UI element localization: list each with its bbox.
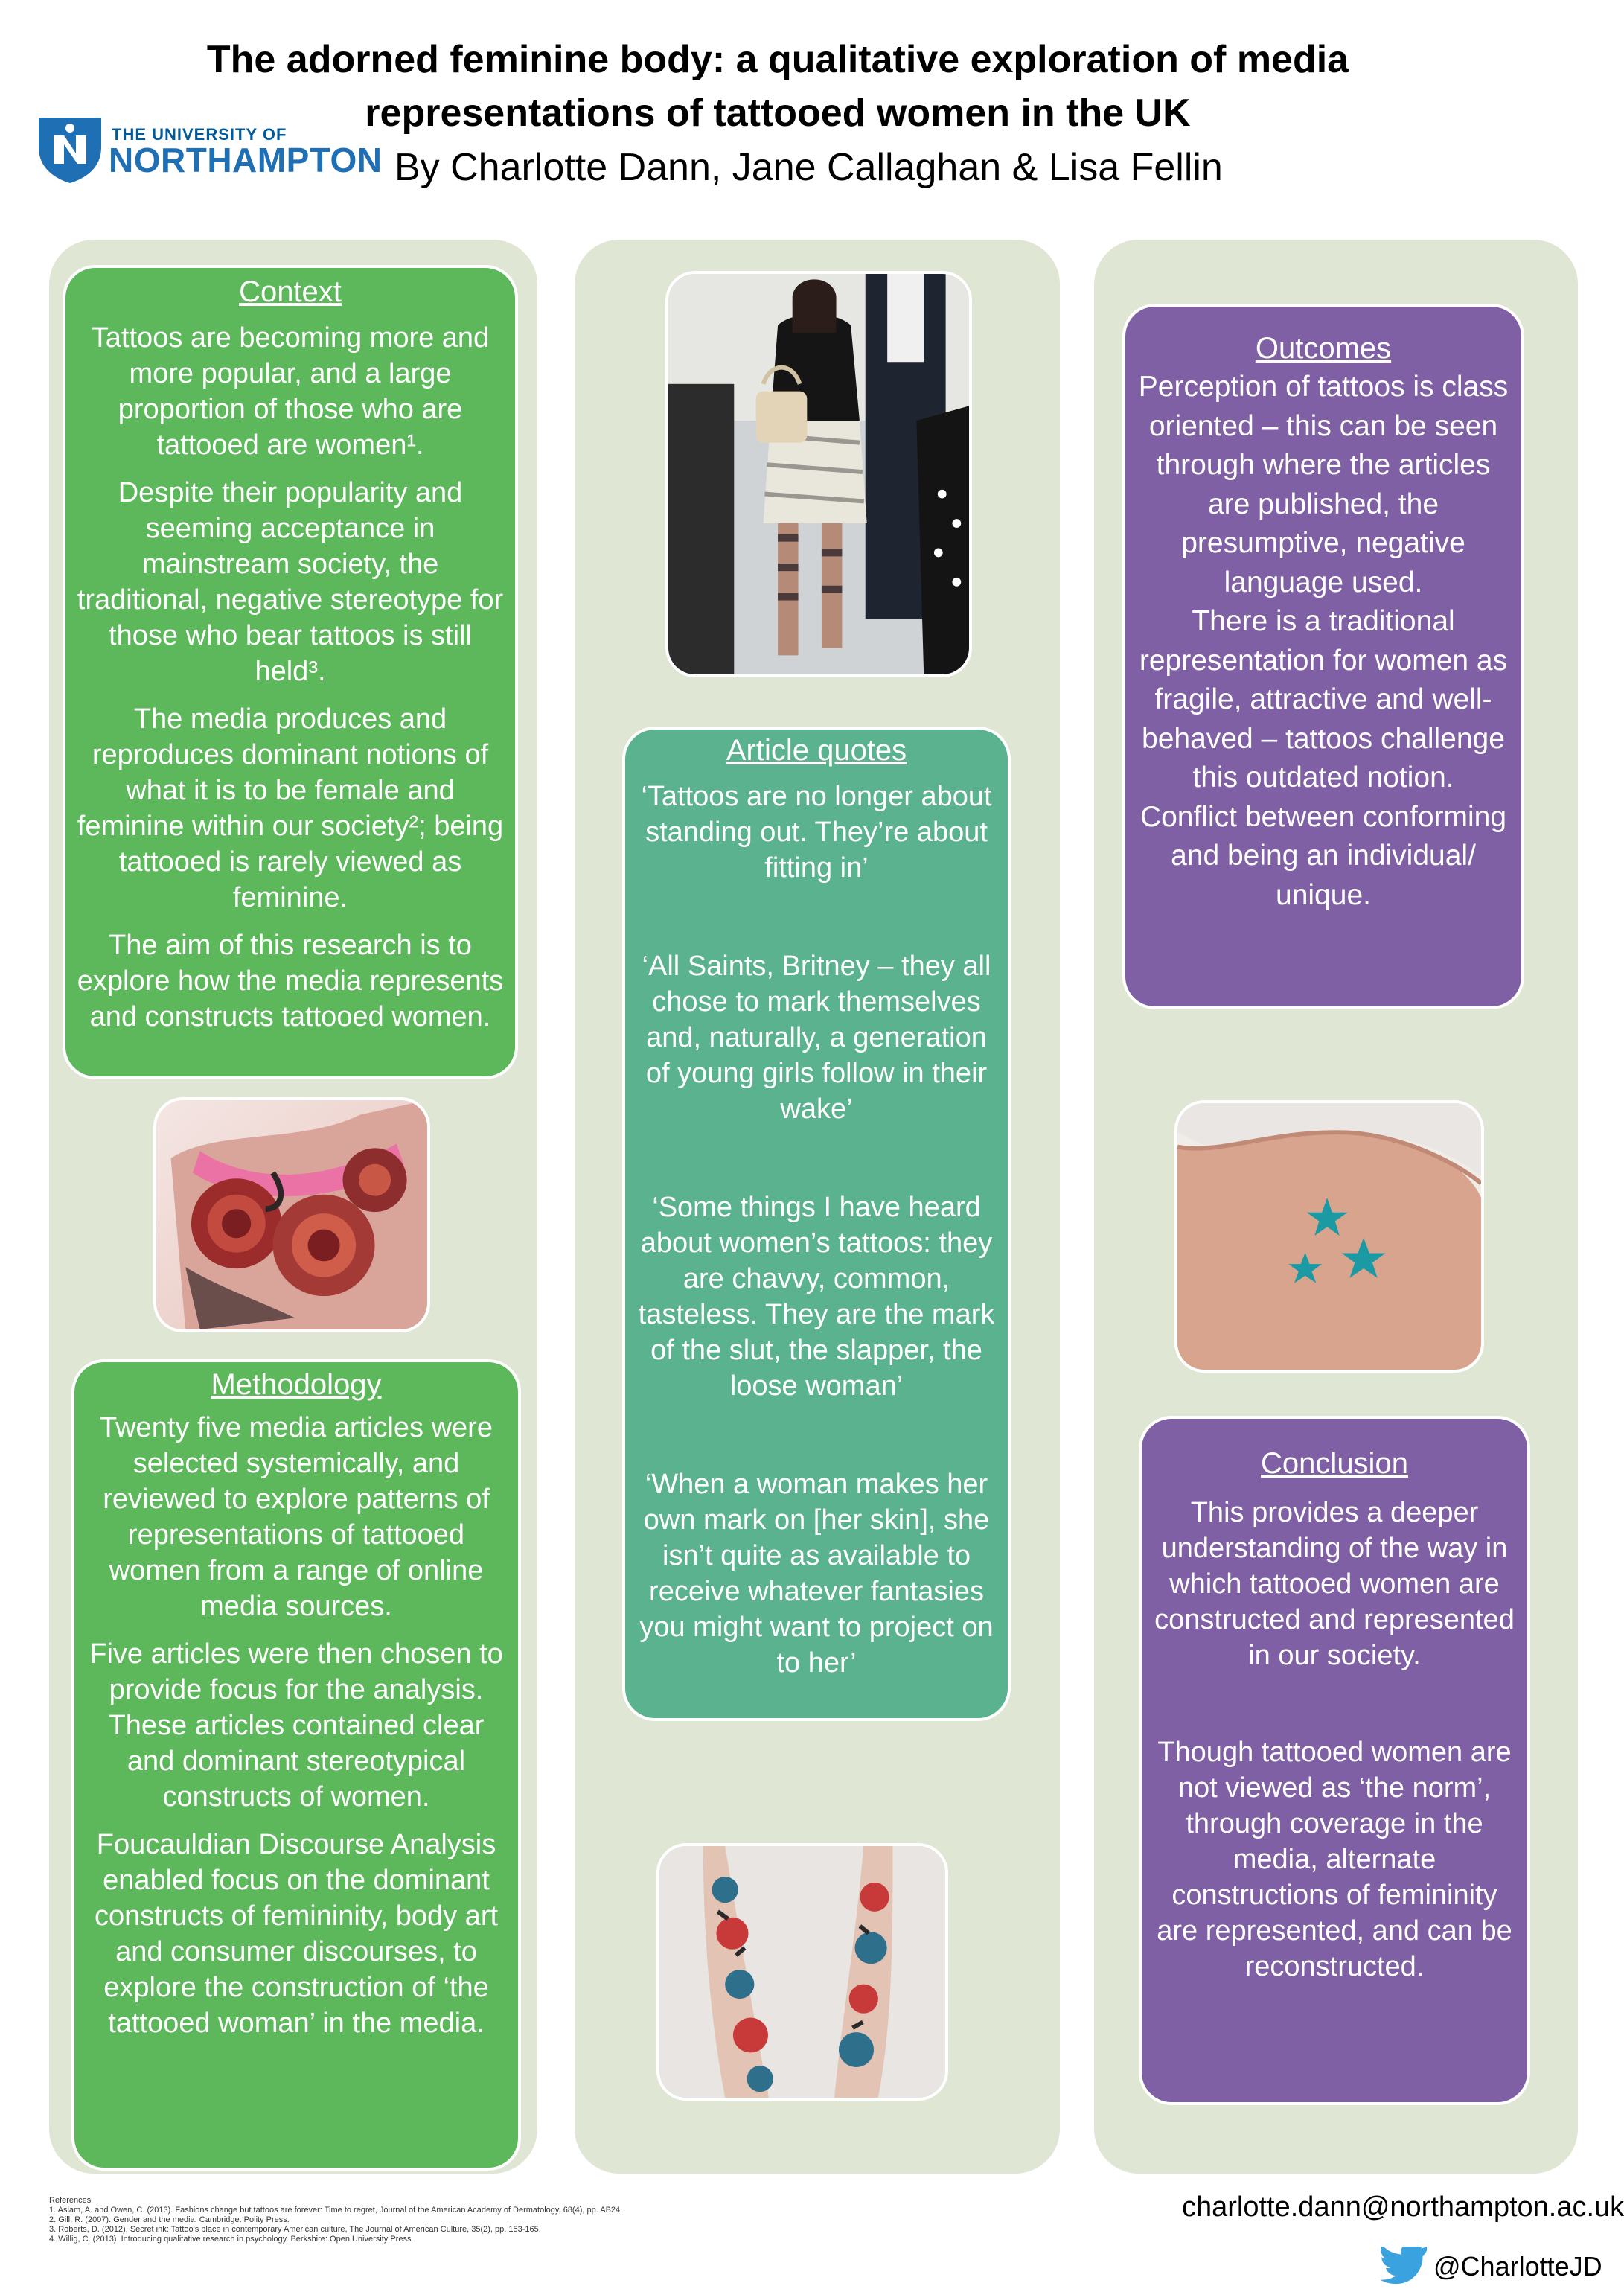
methodology-paragraph: Five articles were then chosen to provide focus for the analysis. These articles contained clear and dominant stereotypical constructs of women. [89, 1638, 503, 1813]
context-paragraph: Despite their popularity and seeming acceptance in mainstream society, the traditional, negative stereotype for those who bear tattoos is still held³. [77, 477, 504, 687]
quotes-heading: Article quotes [726, 734, 907, 767]
conclusion-heading: Conclusion [1261, 1447, 1408, 1480]
conclusion-box [1139, 1416, 1530, 2105]
reference-item: 3. Roberts, D. (2012). Secret ink: Tattoo's place in contemporary American culture, The Journal of American Culture, 35(2), pp. 153-165. [49, 2225, 541, 2234]
references-heading: References [49, 2196, 92, 2205]
quote-text: ‘All Saints, Britney – they all chose to mark themselves and, naturally, a generation of young girls follow in their wake’ [642, 951, 991, 1125]
outcomes-paragraph: Perception of tattoos is class oriented – this can be seen through where the articles are published, the presumptive, negative language used. [1138, 371, 1509, 598]
article-quotes-box [622, 727, 1011, 1721]
logo-text-main: NORTHAMPTON [109, 141, 383, 179]
context-box [63, 265, 518, 1079]
references [49, 2196, 942, 2244]
tattooed-woman-street-photo [665, 271, 972, 677]
reference-item: 1. Aslam, A. and Owen, C. (2013). Fashions change but tattoos are forever: Time to regret, Journal of the American Academy of Dermatology, 68(4), pp. AB24. [49, 2206, 623, 2215]
methodology-box [71, 1359, 521, 2171]
methodology-paragraph: Foucauldian Discourse Analysis enabled focus on the dominant constructs of femininity, body art and consumer discourses, to explore the construction of ‘the tattooed woman’ in the media. [94, 1829, 499, 2039]
context-heading: Context [239, 275, 342, 308]
context-paragraph: The aim of this research is to explore how the media represents and constructs tattooed women. [77, 930, 504, 1032]
university-logo [33, 110, 107, 185]
outcomes-heading: Outcomes [1255, 332, 1392, 365]
poster-title [186, 33, 1369, 140]
title-line-2: representations of tattooed women in the UK [365, 92, 1191, 135]
rose-hip-tattoo-photo [153, 1097, 430, 1332]
quote-text: ‘Tattoos are no longer about standing out. They’re about fitting in’ [641, 781, 992, 884]
quote-text: ‘When a woman makes her own mark on [her skin], she isn’t quite as available to receive whatever fantasies you might want to project on to her’ [639, 1469, 994, 1679]
context-paragraph: The media produces and reproduces dominant notions of what it is to be female and feminine within our society²; being tattooed is rarely viewed as feminine. [77, 703, 504, 913]
reference-item: 2. Gill, R. (2007). Gender and the media. Cambridge: Polity Press. [49, 2215, 290, 2224]
quote-text: ‘Some things I have heard about women’s tattoos: they are chavvy, common, tasteless. They are the mark of the slut, the slapper, the loose woman’ [638, 1192, 995, 1402]
logo-text-top: THE UNIVERSITY OF [112, 125, 287, 144]
title-line-1: The adorned feminine body: a qualitative exploration of media [206, 38, 1349, 81]
twitter-bird-icon[interactable] [1380, 2247, 1428, 2285]
methodology-paragraph: Twenty five media articles were selected systemically, and reviewed to explore patterns of representations of tattooed women from a range of online media sources. [100, 1412, 493, 1622]
twitter-handle[interactable]: @CharlotteJD [1433, 2251, 1602, 2282]
university-logo-icon [33, 110, 107, 185]
outcomes-paragraph: Conflict between conforming and being an individual/ unique. [1139, 800, 1507, 911]
conclusion-paragraph: Though tattooed women are not viewed as ‘the norm’, through coverage in the media, alternate constructions of femininity are represented, and can be reconstructed. [1157, 1737, 1512, 1982]
authors: By Charlotte Dann, Jane Callaghan & Lisa Fellin [394, 146, 1223, 189]
conclusion-paragraph: This provides a deeper understanding of the way in which tattooed women are constructed and represented in our society. [1154, 1497, 1515, 1671]
reference-item: 4. Willig, C. (2013). Introducing qualitative research in psychology. Berkshire: Open University Press. [49, 2235, 414, 2244]
outcomes-box [1122, 304, 1524, 1009]
outcomes-paragraph: There is a traditional representation for women as fragile, attractive and well-behaved – tattoos challenge this outdated notion. [1139, 605, 1508, 794]
methodology-heading: Methodology [211, 1368, 382, 1401]
context-paragraph: Tattoos are becoming more and more popular, and a large proportion of those who are tattooed are women¹. [91, 322, 490, 461]
contact-email[interactable]: charlotte.dann@northampton.ac.uk [1182, 2191, 1624, 2223]
star-shoulder-tattoo-photo [1174, 1100, 1484, 1373]
tattooed-legs-photo [656, 1843, 948, 2101]
